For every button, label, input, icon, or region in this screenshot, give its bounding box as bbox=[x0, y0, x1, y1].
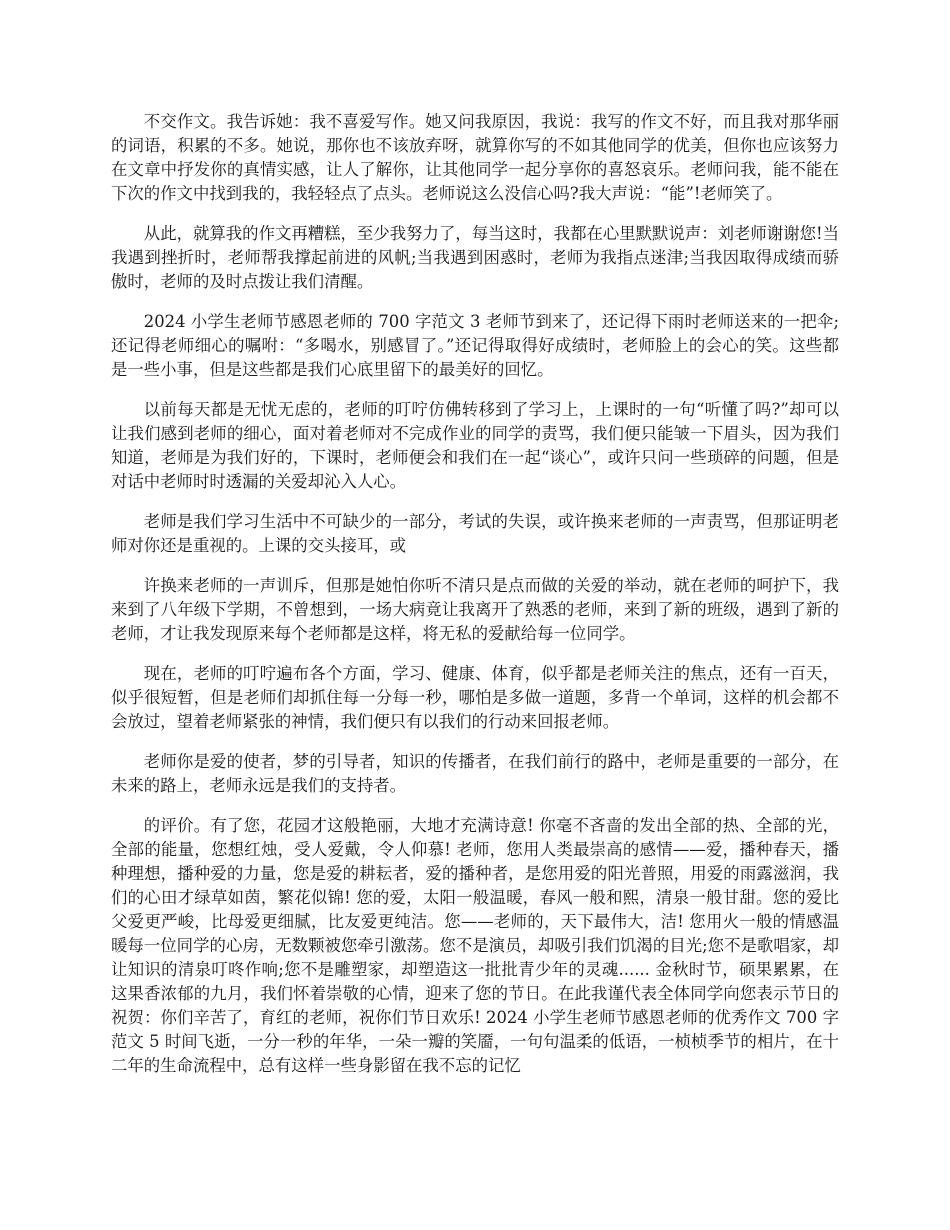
paragraph-8: 老师你是爱的使者，梦的引导者，知识的传播者，在我们前行的路中，老师是重要的一部分，在未来的路上，老师永远是我们的支持者。 bbox=[111, 752, 839, 795]
paragraph-4: 以前每天都是无忧无虑的，老师的叮咛仿佛转移到了学习上，上课时的一句“听懂了吗?”却可以让我们感到老师的细心，面对着老师对不完成作业的同学的责骂，我们便只能皱一下眉头，因为我们知道，老师是为我们好的，下课时，老师便会和我们在一起“谈心”，或许只问一些琐碎的问题，但是对话中老师时时透漏的关爱却沁入人心。 bbox=[111, 400, 839, 491]
paragraph-2: 从此，就算我的作文再糟糕，至少我努力了，每当这时，我都在心里默默说声：刘老师谢谢您!当我遇到挫折时，老师帮我撑起前进的风帆;当我遇到困惑时，老师为我指点迷津;当我因取得成绩而骄傲时，老师的及时点拨让我们清醒。 bbox=[111, 224, 839, 291]
paragraph-7: 现在，老师的叮咛遍布各个方面，学习、健康、体育，似乎都是老师关注的焦点，还有一百天，似乎很短暂，但是老师们却抓住每一分每一秒，哪怕是多做一道题，多背一个单词，这样的机会都不会放过，望着老师紧张的神情，我们便只有以我们的行动来回报老师。 bbox=[111, 664, 839, 731]
paragraph-5: 老师是我们学习生活中不可缺少的一部分，考试的失误，或许换来老师的一声责骂，但那证明老师对你还是重视的。上课的交头接耳，或 bbox=[111, 512, 839, 555]
paragraph-1: 不交作文。我告诉她：我不喜爱写作。她又问我原因，我说：我写的作文不好，而且我对那华丽的词语，积累的不多。她说，那你也不该放弃呀，就算你写的不如其他同学的优美，但你也应该努力在文章中抒发你的真情实感，让人了解你，让其他同学一起分享你的喜怒哀乐。老师问我，能不能在下次的作文中找到我的，我轻轻点了点头。老师说这么没信心吗?我大声说：“能”!老师笑了。 bbox=[111, 112, 839, 203]
paragraph-9: 的评价。有了您，花园才这般艳丽，大地才充满诗意! 你毫不吝啬的发出全部的热、全部的光，全部的能量，您想红烛，受人爱戴，令人仰慕! 老师，您用人类最崇高的感情——爱，播种春天，播种理想，播种爱的力量，您是爱的耕耘者，爱的播种者，是您用爱的阳光普照，用爱的雨露滋润，我们的心田才绿草如茵，繁花似锦! 您的爱，太阳一般温暖，春风一般和熙，清泉一般甘甜。您的爱比父爱更严峻，比母爱更细腻，比友爱更纯洁。您——老师的，天下最伟大，洁! 您用火一般的情感温暖每一位同学的心房，无数颗被您牵引激荡。您不是演员，却吸引我们饥渴的目光;您不是歌唱家，却让知识的清泉叮咚作响;您不是雕塑家，却塑造这一批批青少年的灵魂...... 金秋时节，硕果累累，在这果香浓郁的九月，我们怀着崇敬的心情，迎来了您的节日。在此我谨代表全体同学向您表示节日的祝贺：你们辛苦了，育红的老师，祝你们节日欢乐! 2024 小学生老师节感恩老师的优秀作文 700 字范文 5 时间飞逝，一分一秒的年华，一朵一瓣的笑靥，一句句温柔的低语，一桢桢季节的相片，在十二年的生命流程中，总有这样一些身影留在我不忘的记忆 bbox=[111, 816, 839, 1075]
paragraph-3: 2024 小学生老师节感恩老师的 700 字范文 3 老师节到来了，还记得下雨时老师送来的一把伞;还记得老师细心的嘱咐：“多喝水，别感冒了。”还记得取得好成绩时，老师脸上的会心的笑。这些都是一些小事，但是这些都是我们心底里留下的最美好的回忆。 bbox=[111, 312, 839, 379]
paragraph-6: 许换来老师的一声训斥，但那是她怕你听不清只是点而做的关爱的举动，就在老师的呵护下，我来到了八年级下学期，不曾想到，一场大病竟让我离开了熟悉的老师，来到了新的班级，遇到了新的老师，才让我发现原来每个老师都是这样，将无私的爱献给每一位同学。 bbox=[111, 576, 839, 643]
